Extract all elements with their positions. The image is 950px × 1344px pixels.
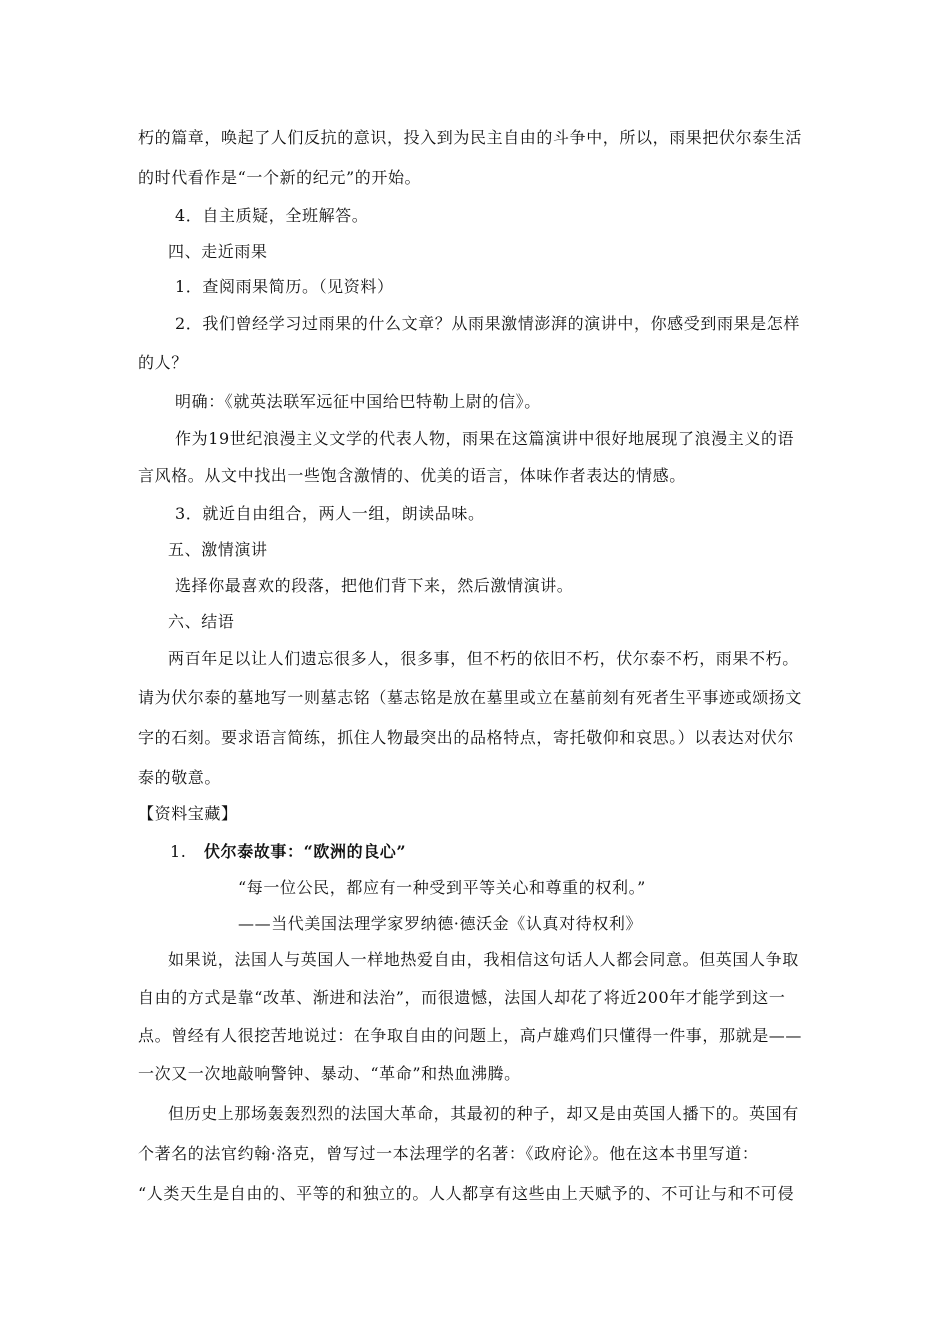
text-line: 朽的篇章，唤起了人们反抗的意识，投入到为民主自由的斗争中，所以，雨果把伏尔泰生活 bbox=[138, 128, 803, 147]
item-number: 1. bbox=[170, 842, 187, 861]
text-line: 请为伏尔泰的墓地写一则墓志铭（墓志铭是放在墓里或立在墓前刻有死者生平事迹或颂扬文 bbox=[138, 688, 803, 707]
text-line: 作为19世纪浪漫主义文学的代表人物，雨果在这篇演讲中很好地展现了浪漫主义的语 bbox=[175, 429, 795, 448]
text-line: 明确：《就英法联军远征中国给巴特勒上尉的信》。 bbox=[175, 392, 541, 411]
text-line: 3．就近自由组合，两人一组，朗读品味。 bbox=[175, 504, 485, 523]
text-line: 自由的方式是靠“改革、渐进和法治”，而很遗憾，法国人却花了将近200年才能学到这一 bbox=[138, 988, 786, 1007]
text-line: 的时代看作是“一个新的纪元”的开始。 bbox=[138, 168, 422, 187]
text-line: “人类天生是自由的、平等的和独立的。人人都享有这些由上天赋予的、不可让与和不可侵 bbox=[138, 1184, 795, 1203]
section-heading: 【资料宝藏】 bbox=[138, 804, 238, 823]
text-line: 一次又一次地敲响警钟、暴动、“革命”和热血沸腾。 bbox=[138, 1064, 521, 1083]
text-line: 个著名的法官约翰·洛克，曾写过一本法理学的名著：《政府论》。他在这本书里写道： bbox=[138, 1144, 759, 1163]
text-line: 选择你最喜欢的段落，把他们背下来，然后激情演讲。 bbox=[175, 576, 574, 595]
text-line: 泰的敬意。 bbox=[138, 768, 222, 787]
text-line: 点。曾经有人很挖苦地说过：在争取自由的问题上，高卢雄鸡们只懂得一件事，那就是—— bbox=[138, 1026, 803, 1045]
section-heading: 四、走近雨果 bbox=[168, 242, 268, 261]
text-line: 但历史上那场轰轰烈烈的法国大革命，其最初的种子，却又是由英国人播下的。英国有 bbox=[168, 1104, 799, 1123]
text-line: 1．查阅雨果简历。（见资料） bbox=[175, 277, 394, 296]
text-line: 两百年足以让人们遗忘很多人，很多事，但不朽的依旧不朽，伏尔泰不朽，雨果不朽。 bbox=[168, 649, 799, 668]
quote-attribution: ——当代美国法理学家罗纳德·德沃金《认真对待权利》 bbox=[238, 914, 643, 933]
text-line: 4．自主质疑，全班解答。 bbox=[175, 206, 369, 225]
quote-line: “每一位公民，都应有一种受到平等关心和尊重的权利。” bbox=[238, 878, 646, 897]
text-line: 言风格。从文中找出一些饱含激情的、优美的语言，体味作者表达的情感。 bbox=[138, 466, 686, 485]
text-line: 的人？ bbox=[138, 353, 188, 372]
text-line: 如果说，法国人与英国人一样地热爱自由，我相信这句话人人都会同意。但英国人争取 bbox=[168, 950, 799, 969]
text-line: 字的石刻。要求语言简练，抓住人物最突出的品格特点，寄托敬仰和哀思。）以表达对伏尔 bbox=[138, 728, 795, 747]
text-line: 2．我们曾经学习过雨果的什么文章？从雨果激情澎湃的演讲中，你感受到雨果是怎样 bbox=[175, 314, 800, 333]
story-heading: 伏尔泰故事：“欧洲的良心” bbox=[204, 842, 407, 861]
section-heading: 五、激情演讲 bbox=[168, 540, 268, 559]
section-heading: 六、结语 bbox=[168, 612, 235, 631]
